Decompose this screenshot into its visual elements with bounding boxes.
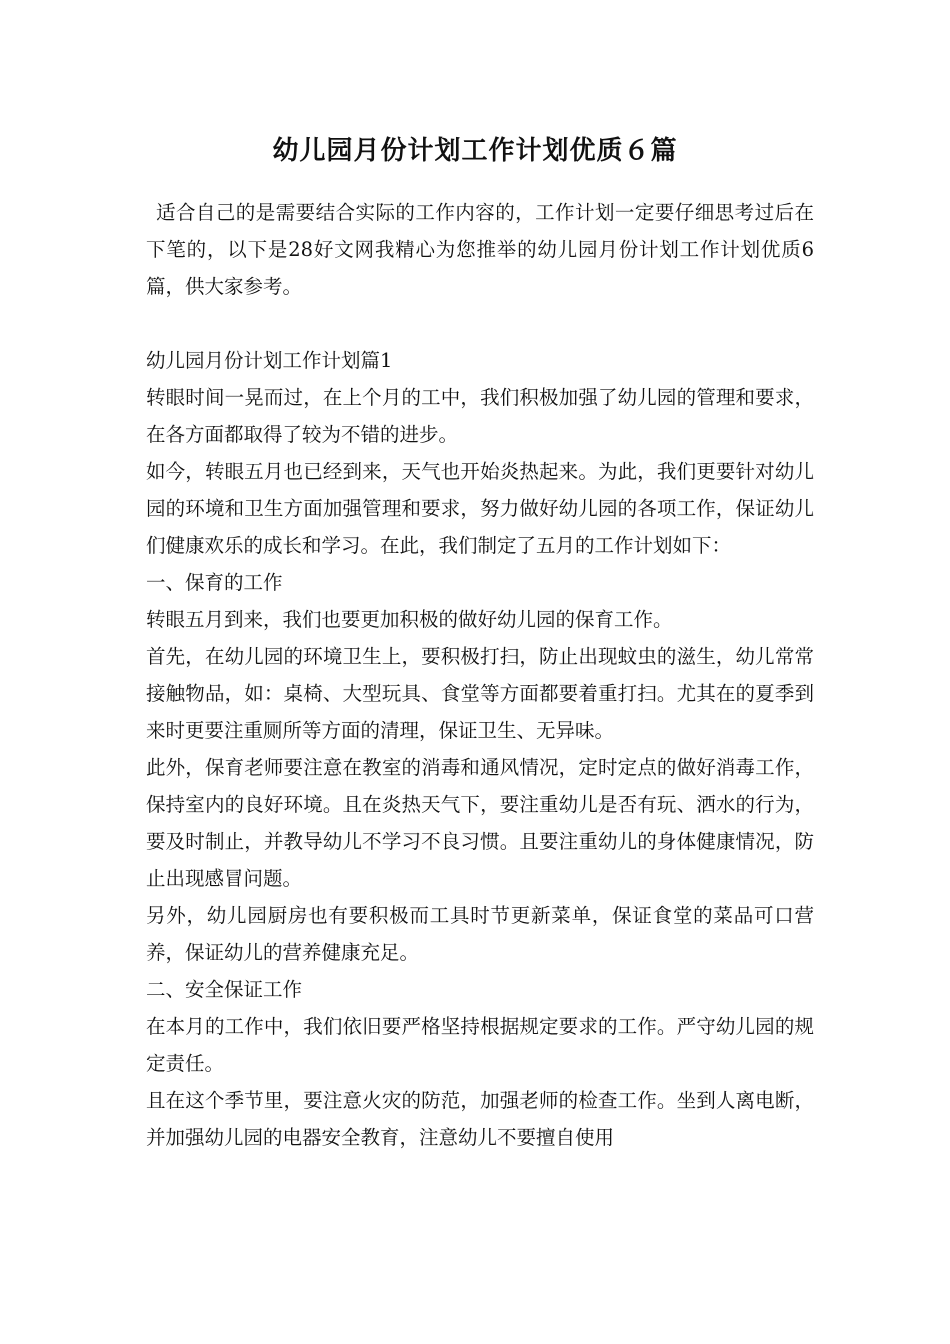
- body-paragraph: 此外，保育老师要注意在教室的消毒和通风情况，定时定点的做好消毒工作，保持室内的良好环境。且在炎热天气下，要注重幼儿是否有玩、洒水的行为，要及时制止，并教导幼儿不学习不良习惯。且要注重幼儿的身体健康情况，防止出现感冒问题。: [146, 756, 814, 890]
- body-paragraph: 另外，幼儿园厨房也有要积极而工具时节更新菜单，保证食堂的菜品可口营养，保证幼儿的营养健康充足。: [146, 904, 814, 964]
- document-title: 幼儿园月份计划工作计划优质６篇: [272, 136, 678, 166]
- body-paragraph: 首先，在幼儿园的环境卫生上，要积极打扫，防止出现蚊虫的滋生，幼儿常常接触物品，如：桌椅、大型玩具、食堂等方面都要着重打扫。尤其在的夏季到来时更要注重厕所等方面的清理，保证卫生、无异味。: [146, 645, 814, 742]
- subheading: 一、保育的工作: [146, 571, 283, 594]
- paragraph-spacer: [146, 305, 814, 342]
- body-paragraph: 转眼时间一晃而过，在上个月的工中，我们积极加强了幼儿园的管理和要求，在各方面都取得了较为不错的进步。: [146, 386, 814, 446]
- body-paragraph: 如今，转眼五月也已经到来，天气也开始炎热起来。为此，我们更要针对幼儿园的环境和卫生方面加强管理和要求，努力做好幼儿园的各项工作，保证幼儿们健康欢乐的成长和学习。在此，我们制定了五月的工作计划如下：: [146, 460, 814, 557]
- body-paragraph: 在本月的工作中，我们依旧要严格坚持根据规定要求的工作。严守幼儿园的规定责任。: [146, 1015, 814, 1075]
- document-body: [146, 194, 814, 1156]
- body-paragraph: 且在这个季节里，要注意火灾的防范，加强老师的检查工作。坐到人离电断，并加强幼儿园的电器安全教育，注意幼儿不要擅自使用: [146, 1089, 814, 1149]
- body-paragraph: 转眼五月到来，我们也要更加积极的做好幼儿园的保育工作。: [146, 608, 673, 631]
- section-heading: 幼儿园月份计划工作计划篇1: [146, 349, 393, 372]
- intro-paragraph: 适合自己的是需要结合实际的工作内容的，工作计划一定要仔细思考过后在下笔的，以下是28好文网我精心为您推举的幼儿园月份计划工作计划优质6篇，供大家参考。: [146, 201, 814, 298]
- subheading: 二、安全保证工作: [146, 978, 303, 1001]
